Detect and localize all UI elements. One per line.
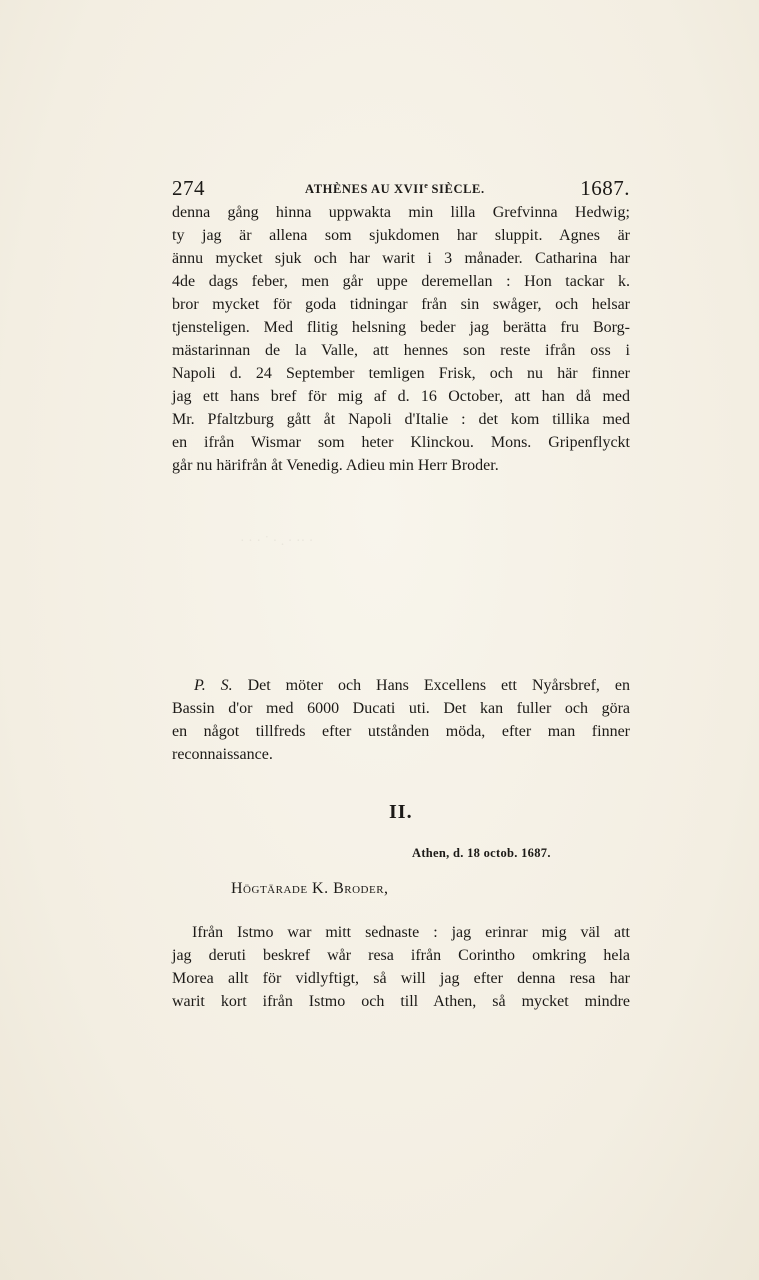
section-numeral: II. [389,801,413,823]
text-line: Mr. Pfaltzburg gått åt Napoli d'Italie : det kom tillika med [172,411,630,428]
ps-label: P. S. [194,677,233,694]
text-line: en ifrån Wismar som heter Klinckou. Mons. Gripenflyckt [172,434,630,451]
text-line: jag deruti beskref wår resa ifrån Corintho omkring hela [172,947,630,964]
text-line: 4de dags feber, men går uppe deremellan : Hon tackar k. [172,273,630,290]
running-title [305,181,485,197]
postscript [172,674,630,766]
page-header [172,176,630,202]
text-line: jag ett hans bref för mig af d. 16 October, att han då med [172,388,630,405]
text-line: mästarinnan de la Valle, att hennes son reste ifrån oss i [172,342,630,359]
text-line: tjensteligen. Med flitig helsning beder jag berätta fru Borg- [172,319,630,336]
text-line: går nu härifrån åt Venedig. Adieu min Herr Broder. [172,457,499,474]
ps-line [172,674,630,697]
running-title-sup: e [424,181,428,190]
ps-line: reconnaissance. [172,746,273,763]
running-year: 1687. [580,176,630,200]
ps-line: Bassin d'or med 6000 Ducati uti. Det kan fuller och göra [172,700,630,717]
salutation: Högtärade K. Broder, [231,880,389,897]
text-line: Ifrån Istmo war mitt sednaste : jag erinrar mig väl att [192,924,630,941]
text-line: bror mycket för goda tidningar från sin swåger, och helsar [172,296,630,313]
text-line: denna gång hinna uppwakta min lilla Grefvinna Hedwig; [172,204,630,221]
ps-line: en något tillfreds efter utstånden möda, efter man finner [172,723,630,740]
running-title-end: SIÈCLE. [427,182,485,196]
text-line: Napoli d. 24 September temligen Frisk, och nu här finner [172,365,630,382]
ps-text: Det möter och Hans Excellens ett Nyårsbref, en [232,677,630,694]
letter-body-1 [172,201,630,477]
text-line: ty jag är allena som sjukdomen har sluppit. Agnes är [172,227,630,244]
letter-body-2 [172,921,630,1013]
text-line: ännu mycket sjuk och har warit i 3 månader. Catharina har [172,250,630,267]
text-line: Morea allt för vidlyftigt, så will jag efter denna resa har [172,970,630,987]
running-title-main: ATHÈNES AU XVII [305,182,425,196]
dateline: Athen, d. 18 octob. 1687. [412,846,551,860]
page-number: 274 [172,176,205,200]
text-line: warit kort ifrån Istmo och till Athen, så mycket mindre [172,993,630,1010]
show-through-bleed: · · · ˙ · . · ·· · [240,534,314,549]
